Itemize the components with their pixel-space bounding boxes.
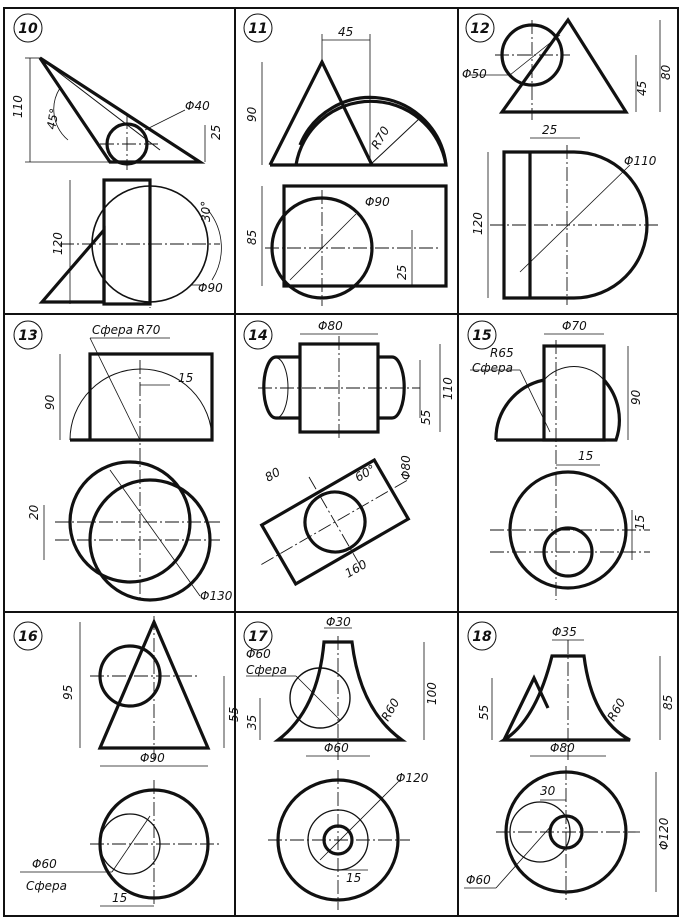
dimension-label: 15 bbox=[633, 514, 647, 530]
dimension-label: 90 bbox=[245, 106, 259, 122]
dimension-line bbox=[290, 214, 356, 280]
dimension-label: 15 bbox=[178, 371, 194, 385]
dimension-label: R70 bbox=[368, 124, 393, 152]
outline-shape bbox=[378, 357, 404, 418]
problem-15 bbox=[468, 319, 650, 600]
dimension-label: 110 bbox=[11, 95, 25, 118]
problem-17 bbox=[244, 615, 439, 910]
problem-number: 17 bbox=[248, 629, 268, 645]
dimension-label: 25 bbox=[542, 123, 558, 137]
dimension-label: Φ60 bbox=[246, 647, 271, 661]
dimension-label: 120 bbox=[471, 212, 485, 235]
problem-13 bbox=[14, 321, 233, 603]
dimension-label: 160 bbox=[342, 557, 370, 581]
dimension-label: 55 bbox=[477, 704, 491, 720]
dimension-label: 55 bbox=[419, 409, 433, 425]
dimension-label: Сфера R70 bbox=[92, 323, 161, 337]
drawing-line bbox=[290, 668, 350, 728]
outline-shape bbox=[278, 642, 402, 740]
dimension-label: Φ110 bbox=[624, 154, 657, 168]
dimension-label: Φ80 bbox=[318, 319, 343, 333]
dimension-label: 80 bbox=[659, 64, 673, 80]
dimension-label: 25 bbox=[395, 264, 409, 280]
dimension-label: 100 bbox=[425, 682, 439, 705]
dimension-label: 90 bbox=[43, 394, 57, 410]
outline-shape bbox=[544, 346, 604, 440]
dimension-label: 45 bbox=[338, 25, 354, 39]
dimension-label: Φ70 bbox=[562, 319, 587, 333]
problem-18 bbox=[464, 622, 675, 900]
dimension-label: Сфера bbox=[472, 361, 513, 375]
problem-number: 14 bbox=[248, 328, 268, 344]
dimension-label: 35 bbox=[245, 714, 259, 730]
dimension-label: R65 bbox=[490, 346, 514, 360]
dimension-label: Φ90 bbox=[198, 281, 223, 295]
dimension-label: 80 bbox=[262, 464, 283, 485]
problem-11 bbox=[244, 14, 446, 306]
problem-number: 10 bbox=[18, 21, 38, 37]
outline-shape bbox=[270, 97, 446, 165]
dimension-label: 15 bbox=[112, 891, 128, 905]
dimension-label: Сфера bbox=[26, 879, 67, 893]
dimension-label: Φ40 bbox=[185, 99, 210, 113]
outline-shape bbox=[264, 357, 300, 418]
problem-14 bbox=[235, 319, 455, 610]
outline-shape bbox=[70, 354, 212, 440]
dimension-label: 55 bbox=[227, 706, 241, 722]
dimension-label: 30 bbox=[540, 784, 556, 798]
dimension-label: Φ130 bbox=[200, 589, 233, 603]
problem-12 bbox=[462, 14, 673, 305]
dimension-label: 90 bbox=[629, 389, 643, 405]
drawing-line bbox=[544, 366, 604, 380]
dimension-label: Φ90 bbox=[365, 195, 390, 209]
dimension-label: Φ80 bbox=[550, 741, 575, 755]
dimension-label: 25 bbox=[209, 124, 223, 140]
cylinder-front bbox=[104, 180, 150, 304]
dimension-line bbox=[145, 110, 185, 130]
dimension-label: 45 bbox=[635, 80, 649, 96]
outline-shape bbox=[496, 380, 619, 440]
dimension-label: Φ80 bbox=[399, 455, 413, 480]
dimension-label: Φ120 bbox=[657, 817, 671, 850]
dimension-label: 30° bbox=[199, 200, 213, 222]
dimension-label: Φ30 bbox=[326, 615, 351, 629]
problem-number: 15 bbox=[472, 328, 492, 344]
dimension-label: 95 bbox=[61, 684, 75, 700]
problem-number: 11 bbox=[248, 21, 268, 37]
problem-number: 18 bbox=[472, 629, 492, 645]
dimension-line bbox=[320, 780, 400, 860]
dimension-label: Φ60 bbox=[32, 857, 57, 871]
outline-shape bbox=[270, 62, 372, 165]
dimension-label: 20 bbox=[27, 504, 41, 520]
problem-number: 12 bbox=[470, 21, 490, 37]
dimension-label: 45° bbox=[44, 107, 62, 131]
dimension-label: Сфера bbox=[246, 663, 287, 677]
dimension-label: 110 bbox=[441, 377, 455, 400]
dimension-label: R60 bbox=[378, 696, 403, 724]
dimension-label: 15 bbox=[578, 449, 594, 463]
dimension-label: Φ35 bbox=[552, 625, 577, 639]
dimension-label: 15 bbox=[346, 871, 362, 885]
dimension-label: 120 bbox=[51, 232, 65, 255]
dimension-line bbox=[520, 165, 630, 272]
cone-outline-top bbox=[40, 58, 200, 162]
dimension-label: Φ90 bbox=[140, 751, 165, 765]
dimension-label: Φ60 bbox=[466, 873, 491, 887]
problem-10 bbox=[11, 14, 223, 308]
dimension-label: Φ120 bbox=[396, 771, 429, 785]
dimension-label: Φ60 bbox=[324, 741, 349, 755]
dimension-label: 85 bbox=[245, 229, 259, 245]
dimension-label: R60 bbox=[604, 696, 629, 724]
problem-number: 13 bbox=[18, 328, 38, 344]
outline-shape bbox=[496, 380, 544, 440]
problem-16 bbox=[14, 616, 241, 906]
outline-shape bbox=[502, 20, 626, 112]
problem-number: 16 bbox=[18, 629, 38, 645]
dimension-label: 60° bbox=[352, 461, 378, 485]
dimension-label: 85 bbox=[661, 694, 675, 710]
drawing-line bbox=[40, 58, 160, 150]
outline-shape bbox=[296, 101, 446, 165]
dimension-label: Φ50 bbox=[462, 67, 487, 81]
